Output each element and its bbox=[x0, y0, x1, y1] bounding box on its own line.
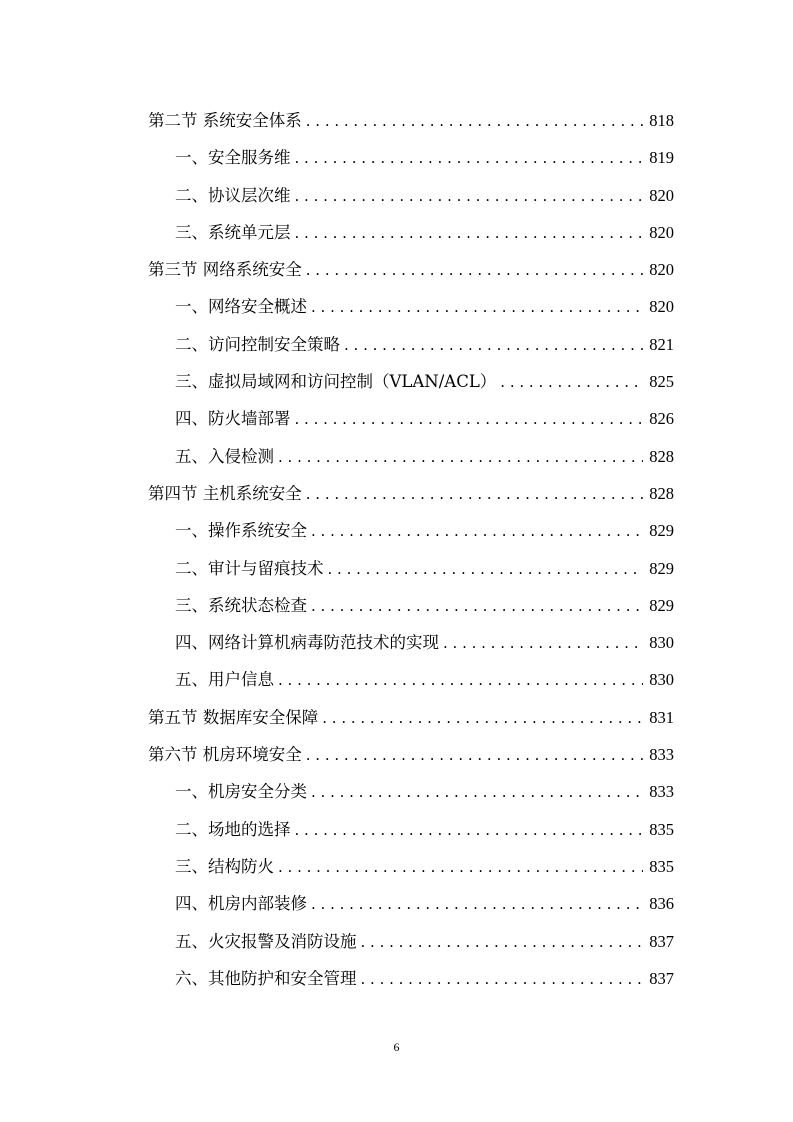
toc-entry-title: 第五节 数据库安全保障 bbox=[148, 707, 319, 727]
toc-entry[interactable] bbox=[148, 363, 674, 400]
toc-entry[interactable] bbox=[148, 699, 674, 736]
toc-leader-dots bbox=[295, 140, 644, 177]
toc-entry[interactable] bbox=[148, 624, 674, 661]
table-of-contents bbox=[148, 102, 674, 997]
toc-leader-dots bbox=[295, 812, 644, 849]
toc-entry-page: 833 bbox=[649, 782, 674, 802]
toc-entry-title: 二、审计与留痕技术 bbox=[175, 558, 324, 578]
toc-entry-title: 六、其他防护和安全管理 bbox=[175, 968, 357, 988]
toc-entry-page: 831 bbox=[649, 707, 674, 727]
toc-leader-dots bbox=[311, 774, 643, 811]
toc-entry[interactable] bbox=[148, 475, 674, 512]
toc-entry[interactable] bbox=[148, 214, 674, 251]
toc-leader-dots bbox=[295, 215, 644, 252]
toc-leader-dots bbox=[278, 662, 643, 699]
toc-entry[interactable] bbox=[148, 773, 674, 810]
toc-entry-title: 第三节 网络系统安全 bbox=[148, 260, 302, 280]
toc-entry[interactable] bbox=[148, 661, 674, 698]
toc-entry-page: 829 bbox=[649, 595, 674, 615]
toc-entry-page: 820 bbox=[649, 297, 674, 317]
toc-entry-page: 821 bbox=[649, 334, 674, 354]
toc-leader-dots bbox=[500, 364, 643, 401]
toc-leader-dots bbox=[322, 700, 643, 737]
toc-entry-title: 一、机房安全分类 bbox=[175, 782, 307, 802]
toc-entry-page: 825 bbox=[649, 372, 674, 392]
toc-entry-page: 826 bbox=[649, 409, 674, 429]
toc-entry[interactable] bbox=[148, 102, 674, 139]
toc-entry-page: 837 bbox=[649, 931, 674, 951]
toc-leader-dots bbox=[311, 289, 643, 326]
toc-entry-title: 二、访问控制安全策略 bbox=[175, 334, 340, 354]
toc-entry-title: 二、协议层次维 bbox=[175, 185, 291, 205]
toc-leader-dots bbox=[361, 961, 644, 998]
toc-entry-title: 五、用户信息 bbox=[175, 670, 274, 690]
toc-entry-title: 一、网络安全概述 bbox=[175, 297, 307, 317]
toc-entry[interactable] bbox=[148, 736, 674, 773]
toc-entry-title: 二、场地的选择 bbox=[175, 819, 291, 839]
toc-entry[interactable] bbox=[148, 326, 674, 363]
toc-entry-title: 三、结构防火 bbox=[175, 856, 274, 876]
toc-entry-title: 五、火灾报警及消防设施 bbox=[175, 931, 357, 951]
toc-leader-dots bbox=[295, 178, 644, 215]
toc-leader-dots bbox=[311, 513, 643, 550]
toc-leader-dots bbox=[311, 886, 643, 923]
toc-entry-page: 837 bbox=[649, 968, 674, 988]
toc-leader-dots bbox=[278, 849, 643, 886]
toc-entry-title: 三、系统状态检查 bbox=[175, 595, 307, 615]
toc-entry[interactable] bbox=[148, 400, 674, 437]
toc-leader-dots bbox=[344, 327, 643, 364]
toc-entry-page: 830 bbox=[649, 670, 674, 690]
toc-leader-dots bbox=[443, 625, 643, 662]
toc-entry-page: 820 bbox=[649, 222, 674, 242]
toc-entry[interactable] bbox=[148, 177, 674, 214]
toc-leader-dots bbox=[361, 924, 644, 961]
toc-entry-page: 828 bbox=[649, 446, 674, 466]
toc-entry-title: 四、网络计算机病毒防范技术的实现 bbox=[175, 633, 439, 653]
toc-entry-title: 四、防火墙部署 bbox=[175, 409, 291, 429]
toc-entry[interactable] bbox=[148, 550, 674, 587]
toc-entry-page: 835 bbox=[649, 819, 674, 839]
toc-entry-title: 一、安全服务维 bbox=[175, 148, 291, 168]
toc-entry-title: 第四节 主机系统安全 bbox=[148, 483, 302, 503]
toc-entry-page: 818 bbox=[649, 111, 674, 130]
toc-entry-title: 第二节 系统安全体系 bbox=[148, 111, 302, 130]
toc-entry-title: 五、入侵检测 bbox=[175, 446, 274, 466]
toc-entry[interactable] bbox=[148, 251, 674, 288]
toc-entry-page: 820 bbox=[649, 260, 674, 280]
toc-entry-page: 828 bbox=[649, 483, 674, 503]
toc-entry[interactable] bbox=[148, 923, 674, 960]
toc-entry[interactable] bbox=[148, 587, 674, 624]
toc-entry[interactable] bbox=[148, 139, 674, 176]
toc-entry[interactable] bbox=[148, 960, 674, 997]
toc-entry[interactable] bbox=[148, 885, 674, 922]
toc-entry-page: 819 bbox=[649, 148, 674, 168]
toc-entry[interactable] bbox=[148, 288, 674, 325]
toc-entry-page: 829 bbox=[649, 521, 674, 541]
toc-entry[interactable] bbox=[148, 848, 674, 885]
toc-entry-page: 830 bbox=[649, 633, 674, 653]
toc-entry[interactable] bbox=[148, 811, 674, 848]
toc-entry-page: 829 bbox=[649, 558, 674, 578]
toc-leader-dots bbox=[278, 439, 643, 476]
toc-entry-title: 第六节 机房环境安全 bbox=[148, 745, 302, 765]
toc-entry-page: 835 bbox=[649, 856, 674, 876]
page-number: 6 bbox=[393, 1040, 400, 1054]
toc-leader-dots bbox=[328, 551, 644, 588]
toc-entry-title: 三、系统单元层 bbox=[175, 222, 291, 242]
toc-entry-page: 836 bbox=[649, 894, 674, 914]
toc-leader-dots bbox=[306, 103, 644, 140]
toc-entry-title: 三、虚拟局域网和访问控制（VLAN/ACL） bbox=[175, 372, 497, 392]
toc-leader-dots bbox=[311, 588, 643, 625]
toc-entry[interactable] bbox=[148, 512, 674, 549]
toc-leader-dots bbox=[306, 252, 644, 289]
toc-entry[interactable] bbox=[148, 438, 674, 475]
toc-leader-dots bbox=[295, 401, 644, 438]
toc-entry-title: 四、机房内部装修 bbox=[175, 894, 307, 914]
toc-entry-page: 820 bbox=[649, 185, 674, 205]
toc-entry-title: 一、操作系统安全 bbox=[175, 521, 307, 541]
toc-leader-dots bbox=[306, 737, 644, 774]
toc-leader-dots bbox=[306, 476, 644, 513]
toc-entry-page: 833 bbox=[649, 745, 674, 765]
